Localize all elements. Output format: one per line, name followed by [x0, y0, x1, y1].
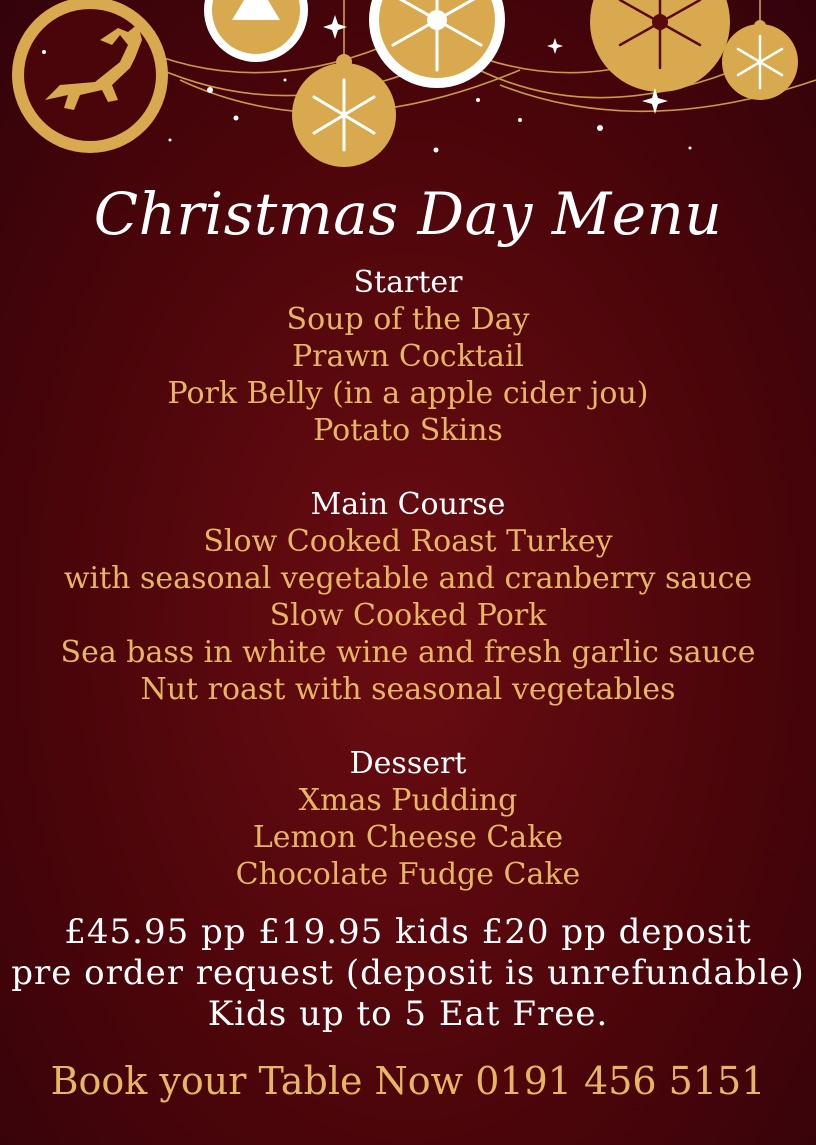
menu-item: Xmas Pudding	[298, 783, 518, 818]
menu-item: Slow Cooked Pork	[269, 598, 547, 633]
christmas-tree-icon	[204, 0, 308, 62]
menu-title: Christmas Day Menu	[93, 180, 723, 248]
menu-item: with seasonal vegetable and cranberry sauce	[63, 561, 753, 596]
pricing-info	[0, 912, 816, 1035]
section-heading: Starter	[353, 265, 463, 300]
snowflake-icon	[722, 20, 798, 100]
snowflake-icon	[590, 0, 730, 92]
menu-item: Nut roast with seasonal vegetables	[140, 672, 676, 707]
snowflake-icon	[292, 54, 396, 167]
main-course-section	[0, 486, 816, 708]
pricing-line: pre order request (deposit is unrefundable)	[11, 953, 805, 993]
booking-line: Book your Table Now 0191 456 5151	[50, 1059, 766, 1103]
menu-item: Prawn Cocktail	[291, 339, 525, 374]
section-heading: Main Course	[310, 487, 506, 522]
menu-item: Soup of the Day	[286, 302, 530, 337]
ornament-decoration	[0, 0, 816, 180]
menu-item: Potato Skins	[313, 413, 503, 448]
section-heading: Dessert	[349, 746, 467, 781]
starter-section	[0, 264, 816, 449]
menu-item: Lemon Cheese Cake	[252, 820, 564, 855]
pricing-line: Kids up to 5 Eat Free.	[207, 994, 609, 1034]
menu-item: Sea bass in white wine and fresh garlic sauce	[60, 635, 756, 670]
menu-item: Slow Cooked Roast Turkey	[203, 524, 613, 559]
reindeer-ornament-icon	[12, 0, 168, 153]
menu-item: Pork Belly (in a apple cider jou)	[167, 376, 649, 411]
menu-item: Chocolate Fudge Cake	[235, 857, 581, 892]
pricing-line: £45.95 pp £19.95 kids £20 pp deposit	[64, 912, 752, 952]
snowflake-icon	[369, 0, 505, 88]
dessert-section	[0, 745, 816, 893]
